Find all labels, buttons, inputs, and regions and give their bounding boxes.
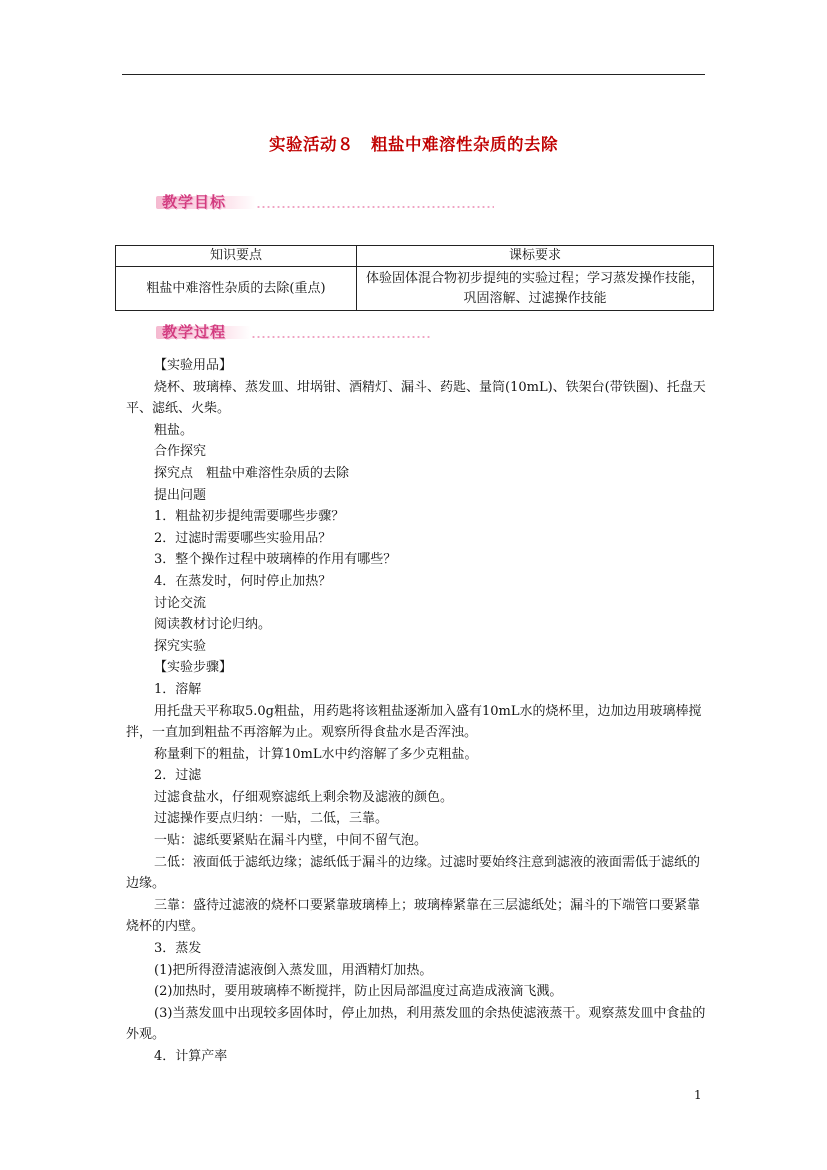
paragraph: 烧杯、玻璃棒、蒸发皿、坩埚钳、酒精灯、漏斗、药匙、量筒(10mL)、铁架台(带铁圈)、托盘天平、滤纸、火柴。 xyxy=(126,379,706,417)
header-rule xyxy=(122,74,705,75)
section-heading: 合作探究 xyxy=(154,444,207,460)
table-cell-standard: 体验固体混合物初步提纯的实验过程；学习蒸发操作技能，巩固溶解、过滤操作技能 xyxy=(357,267,714,311)
page-title: 实验活动８ 粗盐中难溶性杂质的去除 xyxy=(269,135,558,154)
paragraph: 一贴：滤纸要紧贴在漏斗内壁，中间不留气泡。 xyxy=(154,833,428,849)
paragraph: 过滤食盐水，仔细观察滤纸上剩余物及滤液的颜色。 xyxy=(154,789,454,805)
goals-banner-label: 教学目标 xyxy=(162,193,227,211)
page-number: 1 xyxy=(694,1088,702,1102)
step-heading: 2．过滤 xyxy=(154,768,202,784)
list-item: 1．粗盐初步提纯需要哪些步骤？ xyxy=(154,509,345,525)
section-heading: 【实验用品】 xyxy=(154,358,233,373)
table-header-standard: 课标要求 xyxy=(357,246,714,267)
process-banner xyxy=(156,321,436,345)
table-cell-knowledge: 粗盐中难溶性杂质的去除(重点) xyxy=(116,267,357,311)
paragraph: 阅读教材讨论归纳。 xyxy=(154,617,272,633)
goals-table xyxy=(115,245,714,311)
paragraph: 二低：液面低于滤纸边缘；滤纸低于漏斗的边缘。过滤时要始终注意到滤液的液面需低于滤纸的边缘。 xyxy=(126,854,701,892)
paragraph: 用托盘天平称取5.0g粗盐，用药匙将该粗盐逐渐加入盛有10mL水的烧杯里，边加边用玻璃棒搅拌，一直加到粗盐不再溶解为止。观察所得食盐水是否浑浊。 xyxy=(126,703,702,741)
step-heading: 3．蒸发 xyxy=(154,941,202,957)
list-item: 4．在蒸发时，何时停止加热？ xyxy=(154,573,332,589)
list-item: 3．整个操作过程中玻璃棒的作用有哪些？ xyxy=(154,552,397,568)
paragraph: (2)加热时，要用玻璃棒不断搅拌，防止因局部温度过高造成液滴飞溅。 xyxy=(154,984,563,1000)
step-heading: 1．溶解 xyxy=(154,681,202,697)
process-banner-label: 教学过程 xyxy=(162,323,227,341)
section-heading: 探究实验 xyxy=(154,638,207,654)
list-item: 2．过滤时需要哪些实验用品？ xyxy=(154,530,332,546)
paragraph: 过滤操作要点归纳：一贴，二低，三靠。 xyxy=(154,811,389,827)
section-heading: 讨论交流 xyxy=(154,595,207,611)
section-heading: 提出问题 xyxy=(154,487,207,503)
paragraph: 粗盐。 xyxy=(154,422,194,438)
section-heading: 探究点 粗盐中难溶性杂质的去除 xyxy=(154,465,350,481)
step-heading: 4．计算产率 xyxy=(154,1049,228,1064)
table-header-knowledge: 知识要点 xyxy=(116,246,357,267)
paragraph: 三靠：盛待过滤液的烧杯口要紧靠玻璃棒上；玻璃棒紧靠在三层滤纸处；漏斗的下端管口要紧靠烧杯的内壁。 xyxy=(126,897,701,935)
goals-banner xyxy=(156,191,496,215)
paragraph: 称量剩下的粗盐，计算10mL水中约溶解了多少克粗盐。 xyxy=(154,746,478,762)
lesson-content xyxy=(126,355,706,1068)
paragraph: (1)把所得澄清滤液倒入蒸发皿，用酒精灯加热。 xyxy=(154,962,433,978)
section-heading: 【实验步骤】 xyxy=(154,660,233,676)
paragraph: (3)当蒸发皿中出现较多固体时，停止加热，利用蒸发皿的余热使滤液蒸干。观察蒸发皿中食盐的外观。 xyxy=(126,1005,706,1043)
